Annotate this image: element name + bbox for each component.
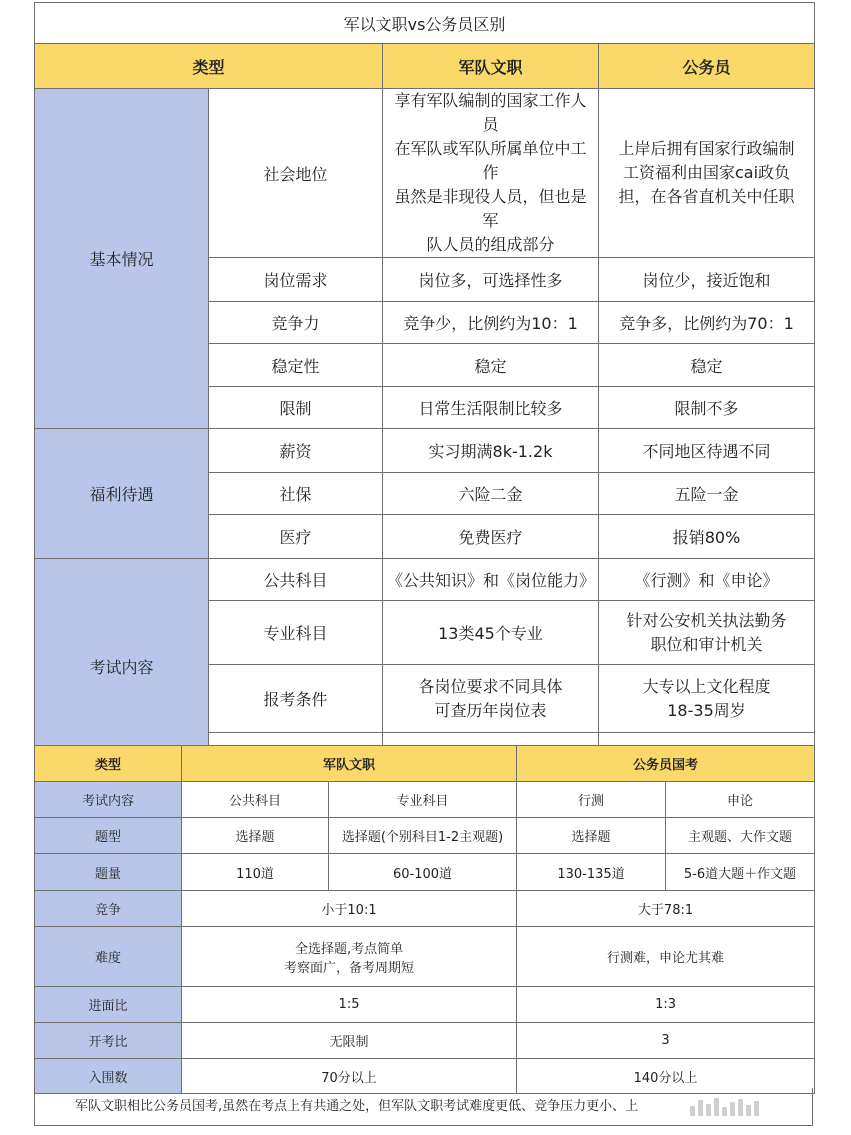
army-cell: 《公共知识》和《岗位能力》 bbox=[383, 559, 599, 601]
cell: 1:3 bbox=[517, 987, 815, 1023]
army-cell: 免费医疗 bbox=[383, 515, 599, 559]
row-label: 进面比 bbox=[35, 987, 182, 1023]
watermark-icon bbox=[690, 1092, 815, 1116]
cell: 110道 bbox=[182, 854, 329, 891]
cell: 60-100道 bbox=[329, 854, 517, 891]
row-label: 开考比 bbox=[35, 1023, 182, 1059]
table-title: 军以文职vs公务员区别 bbox=[35, 3, 815, 44]
cell: 专业科目 bbox=[329, 782, 517, 818]
line: 虽然是非现役人员，但也是军 bbox=[394, 187, 587, 230]
category-exam: 考试内容 bbox=[35, 559, 209, 775]
civil-cell bbox=[599, 89, 815, 258]
civil-cell bbox=[599, 665, 815, 733]
line: 可查历年岗位表 bbox=[434, 700, 547, 720]
line: 享有军队编制的国家工作人员 bbox=[394, 91, 587, 134]
cell: 3 bbox=[517, 1023, 815, 1059]
cell: 选择题(个别科目1-2主观题) bbox=[329, 818, 517, 854]
line: 考察面广，备考周期短 bbox=[284, 960, 415, 976]
line: 大专以上文化程度 bbox=[642, 676, 771, 696]
item-label: 社保 bbox=[209, 473, 383, 515]
item-label: 社会地位 bbox=[209, 89, 383, 258]
header-civil: 公务员 bbox=[599, 44, 815, 89]
line: 队人员的组成部分 bbox=[426, 235, 555, 254]
row-label: 难度 bbox=[35, 927, 182, 987]
item-label: 医疗 bbox=[209, 515, 383, 559]
line: 在军队或军队所属单位中工作 bbox=[394, 139, 587, 182]
item-label: 报考条件 bbox=[209, 665, 383, 733]
army-cell: 六险二金 bbox=[383, 473, 599, 515]
category-basic: 基本情况 bbox=[35, 89, 209, 429]
cell: 130-135道 bbox=[517, 854, 666, 891]
cell: 140分以上 bbox=[517, 1059, 815, 1094]
item-label: 竞争力 bbox=[209, 302, 383, 344]
cell: 1:5 bbox=[182, 987, 517, 1023]
footnote: 军队文职相比公务员国考,虽然在考点上有共通之处，但军队文职考试难度更低、竞争压力更小、上 bbox=[34, 1088, 813, 1126]
cell: 大于78:1 bbox=[517, 891, 815, 927]
cell: 申论 bbox=[666, 782, 815, 818]
row-label: 竞争 bbox=[35, 891, 182, 927]
category-welfare: 福利待遇 bbox=[35, 429, 209, 559]
line: 针对公安机关执法勤务 bbox=[626, 610, 787, 630]
civil-cell bbox=[599, 601, 815, 665]
header-army: 军队文职 bbox=[182, 746, 517, 782]
civil-cell: 《行测》和《申论》 bbox=[599, 559, 815, 601]
line: 担，在各省直机关中任职 bbox=[618, 187, 795, 206]
item-label: 岗位需求 bbox=[209, 258, 383, 302]
army-cell: 实习期满8k-1.2k bbox=[383, 429, 599, 473]
army-cell: 13类45个专业 bbox=[383, 601, 599, 665]
cell: 公共科目 bbox=[182, 782, 329, 818]
cell: 小于10:1 bbox=[182, 891, 517, 927]
row-label: 题量 bbox=[35, 854, 182, 891]
cell: 无限制 bbox=[182, 1023, 517, 1059]
line: 全选择题,考点简单 bbox=[294, 941, 404, 957]
comparison-table-2 bbox=[34, 745, 815, 1094]
item-label: 专业科目 bbox=[209, 601, 383, 665]
civil-cell: 稳定 bbox=[599, 344, 815, 387]
line: 职位和审计机关 bbox=[650, 634, 763, 654]
civil-cell: 报销80% bbox=[599, 515, 815, 559]
line: 18-35周岁 bbox=[667, 700, 746, 720]
army-cell: 竞争少，比例约为10：1 bbox=[383, 302, 599, 344]
civil-cell: 岗位少，接近饱和 bbox=[599, 258, 815, 302]
header-army: 军队文职 bbox=[383, 44, 599, 89]
cell: 主观题、大作文题 bbox=[666, 818, 815, 854]
army-cell bbox=[383, 665, 599, 733]
army-cell bbox=[383, 89, 599, 258]
cell: 行测 bbox=[517, 782, 666, 818]
army-cell: 稳定 bbox=[383, 344, 599, 387]
civil-cell: 限制不多 bbox=[599, 387, 815, 429]
item-label: 稳定性 bbox=[209, 344, 383, 387]
line: 工资福利由国家cai政负 bbox=[622, 163, 791, 182]
header-type: 类型 bbox=[35, 44, 383, 89]
cell: 选择题 bbox=[517, 818, 666, 854]
cell: 70分以上 bbox=[182, 1059, 517, 1094]
civil-cell: 不同地区待遇不同 bbox=[599, 429, 815, 473]
army-cell: 岗位多，可选择性多 bbox=[383, 258, 599, 302]
civil-cell: 五险一金 bbox=[599, 473, 815, 515]
item-label: 限制 bbox=[209, 387, 383, 429]
row-label: 题型 bbox=[35, 818, 182, 854]
army-cell: 日常生活限制比较多 bbox=[383, 387, 599, 429]
row-label: 考试内容 bbox=[35, 782, 182, 818]
line: 上岸后拥有国家行政编制 bbox=[618, 139, 795, 158]
item-label: 公共科目 bbox=[209, 559, 383, 601]
row-label: 入围数 bbox=[35, 1059, 182, 1094]
cell bbox=[182, 927, 517, 987]
item-label: 薪资 bbox=[209, 429, 383, 473]
cell: 5-6道大题＋作文题 bbox=[666, 854, 815, 891]
cell: 行测难，申论尤其难 bbox=[517, 927, 815, 987]
header-civil: 公务员国考 bbox=[517, 746, 815, 782]
header-type: 类型 bbox=[35, 746, 182, 782]
line: 各岗位要求不同具体 bbox=[418, 676, 563, 696]
civil-cell: 竞争多，比例约为70：1 bbox=[599, 302, 815, 344]
comparison-table-1 bbox=[34, 2, 815, 775]
cell: 选择题 bbox=[182, 818, 329, 854]
